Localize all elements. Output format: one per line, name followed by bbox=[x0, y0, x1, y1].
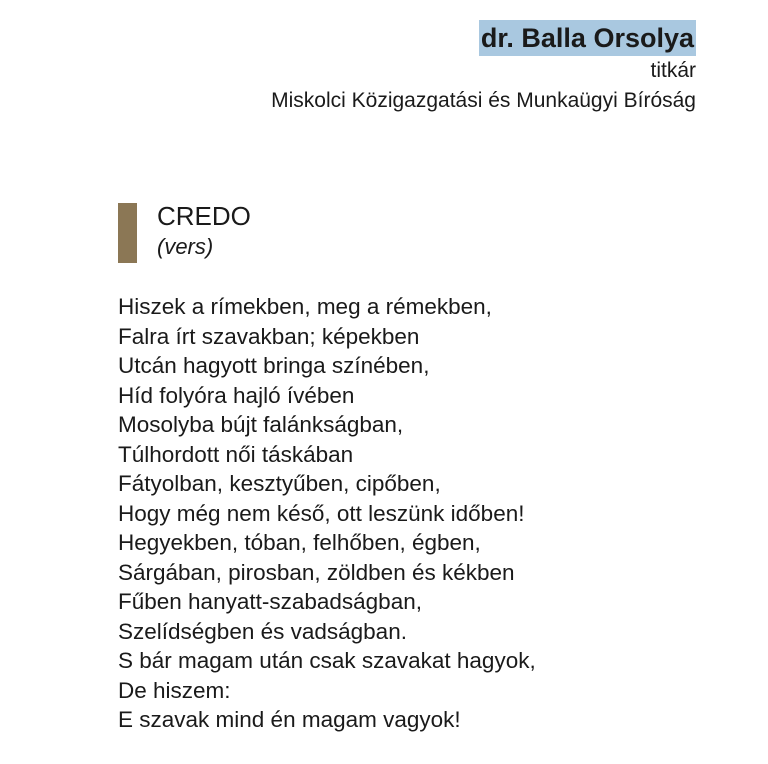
poem-line: Szelídségben és vadságban. bbox=[118, 618, 407, 644]
author-organization: Miskolci Közigazgatási és Munkaügyi Bíróság bbox=[271, 89, 696, 112]
poem-line: Sárgában, pirosban, zöldben és kékben bbox=[118, 559, 515, 585]
title-accent-bar bbox=[118, 203, 137, 263]
author-block bbox=[271, 20, 696, 116]
poem-line: Fátyolban, kesztyűben, cipőben, bbox=[118, 471, 441, 496]
poem-line: Mosolyba bújt falánkságban, bbox=[118, 412, 404, 437]
poem-line: Túlhordott női táskában bbox=[118, 441, 354, 467]
poem-line: Hogy még nem késő, ott leszünk időben! bbox=[118, 500, 525, 526]
author-role: titkár bbox=[650, 59, 696, 82]
poem-line: Hegyekben, tóban, felhőben, égben, bbox=[118, 530, 481, 555]
poem-line: Falra írt szavakban; képekben bbox=[118, 323, 420, 349]
poem-line: E szavak mind én magam vagyok! bbox=[118, 707, 461, 732]
poem-title: CREDO bbox=[157, 201, 251, 231]
poem-line: S bár magam után csak szavakat hagyok, bbox=[118, 648, 536, 673]
poem-line: Hiszek a rímekben, meg a rémekben, bbox=[118, 294, 492, 319]
poem-line: Utcán hagyott bringa színében, bbox=[118, 353, 430, 378]
author-name: dr. Balla Orsolya bbox=[479, 20, 696, 56]
poem-subtitle: (vers) bbox=[157, 234, 214, 259]
poem-line: Fűben hanyatt-szabadságban, bbox=[118, 589, 422, 614]
poem-body bbox=[118, 292, 536, 735]
poem-line: De hiszem: bbox=[118, 677, 231, 703]
poem-line: Híd folyóra hajló ívében bbox=[118, 382, 355, 408]
